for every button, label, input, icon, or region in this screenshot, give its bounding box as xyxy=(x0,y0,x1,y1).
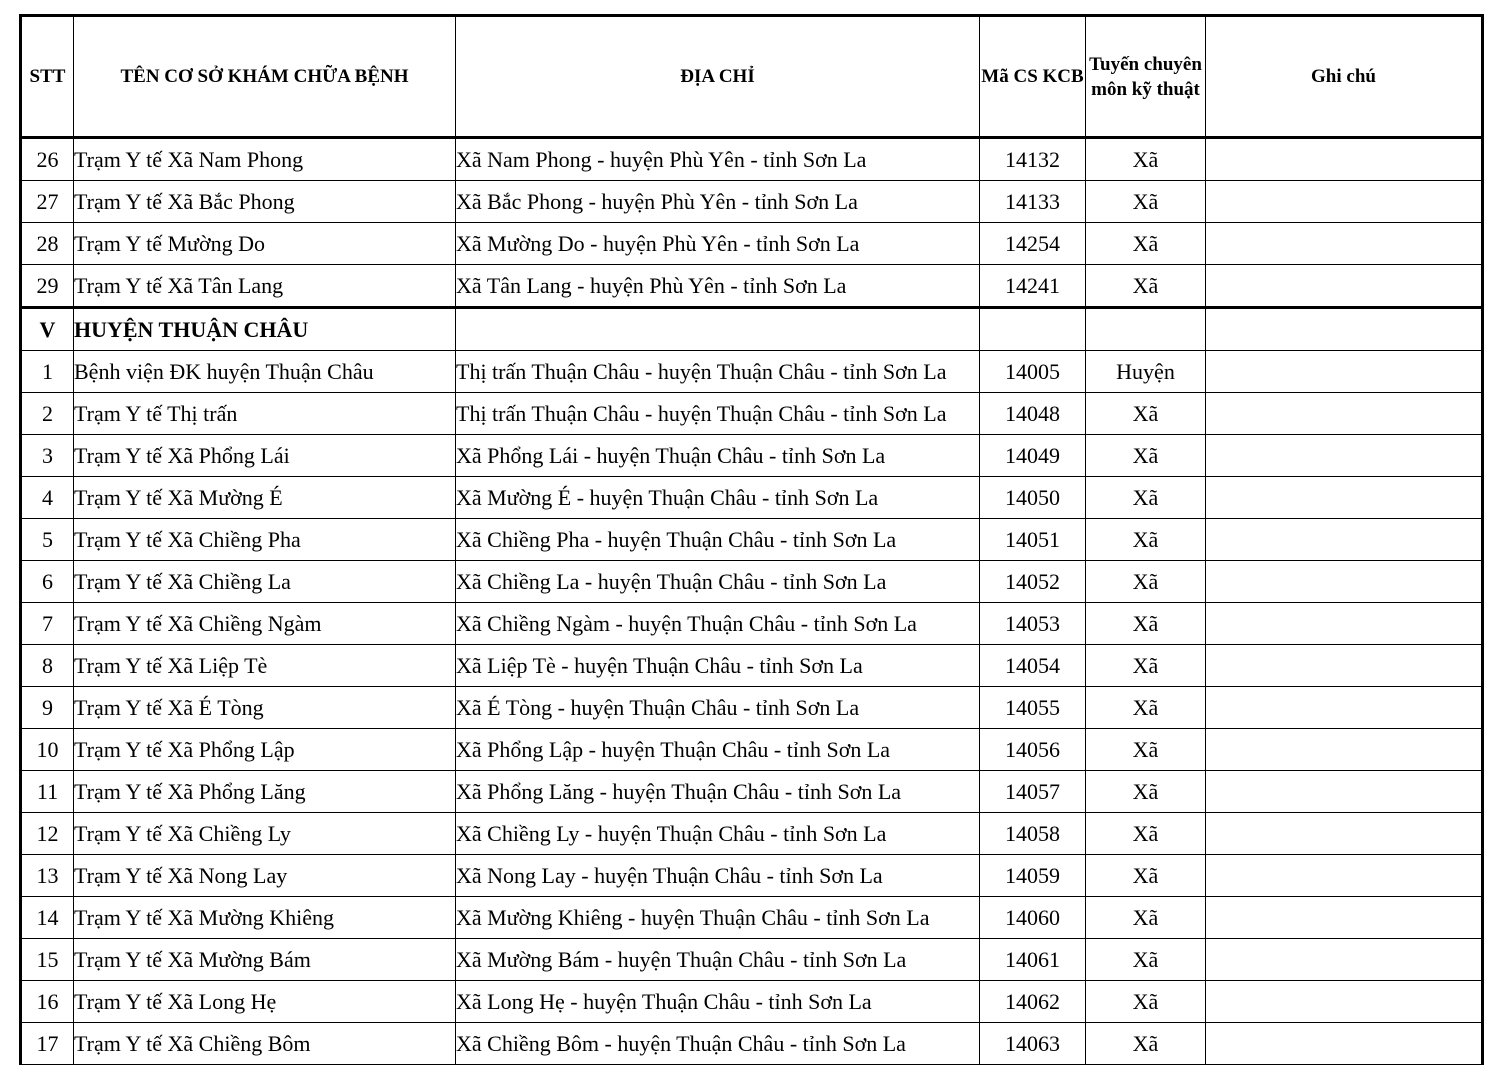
cell-note xyxy=(1206,687,1483,729)
cell-note xyxy=(1206,138,1483,181)
table-row xyxy=(21,519,1483,561)
cell-note xyxy=(1206,771,1483,813)
cell-stt: 5 xyxy=(21,519,74,561)
cell-stt: 26 xyxy=(21,138,74,181)
cell-code: 14052 xyxy=(980,561,1086,603)
cell-address: Xã É Tòng - huyện Thuận Châu - tỉnh Sơn La xyxy=(456,687,980,729)
cell-address: Xã Liệp Tè - huyện Thuận Châu - tỉnh Sơn La xyxy=(456,645,980,687)
table-row xyxy=(21,561,1483,603)
cell-stt: 27 xyxy=(21,181,74,223)
cell-address: Xã Phổng Lăng - huyện Thuận Châu - tỉnh Sơn La xyxy=(456,771,980,813)
cell-stt: 7 xyxy=(21,603,74,645)
cell-name: Trạm Y tế Xã Tân Lang xyxy=(74,265,456,308)
cell-stt: 16 xyxy=(21,981,74,1023)
cell-note xyxy=(1206,603,1483,645)
cell-level: Xã xyxy=(1086,138,1206,181)
table-row xyxy=(21,645,1483,687)
cell-name: Trạm Y tế Xã Phổng Lập xyxy=(74,729,456,771)
cell-address: Xã Nong Lay - huyện Thuận Châu - tỉnh Sơn La xyxy=(456,855,980,897)
cell-name: Trạm Y tế Xã Nam Phong xyxy=(74,138,456,181)
cell-code: 14058 xyxy=(980,813,1086,855)
cell-address: Xã Chiềng Ngàm - huyện Thuận Châu - tỉnh Sơn La xyxy=(456,603,980,645)
cell-note xyxy=(1206,519,1483,561)
cell-level: Xã xyxy=(1086,813,1206,855)
table-body-a xyxy=(21,138,1483,308)
cell-code: 14055 xyxy=(980,687,1086,729)
cell-note xyxy=(1206,393,1483,435)
cell-note xyxy=(1206,223,1483,265)
cell-name: Trạm Y tế Xã Chiềng Bôm xyxy=(74,1023,456,1065)
cell-code: 14050 xyxy=(980,477,1086,519)
cell-stt: 15 xyxy=(21,939,74,981)
cell-code: 14051 xyxy=(980,519,1086,561)
cell-code: 14062 xyxy=(980,981,1086,1023)
table-row xyxy=(21,1023,1483,1065)
section-empty-note xyxy=(1206,308,1483,351)
cell-note xyxy=(1206,477,1483,519)
table-body-b xyxy=(21,351,1483,1065)
cell-name: Trạm Y tế Xã Liệp Tè xyxy=(74,645,456,687)
cell-address: Xã Chiềng Pha - huyện Thuận Châu - tỉnh Sơn La xyxy=(456,519,980,561)
table-header xyxy=(21,16,1483,138)
cell-code: 14060 xyxy=(980,897,1086,939)
cell-stt: 2 xyxy=(21,393,74,435)
cell-level: Xã xyxy=(1086,265,1206,308)
table-row xyxy=(21,477,1483,519)
cell-name: Trạm Y tế Xã Phổng Lăng xyxy=(74,771,456,813)
cell-note xyxy=(1206,561,1483,603)
cell-note xyxy=(1206,1023,1483,1065)
cell-note xyxy=(1206,813,1483,855)
cell-level: Xã xyxy=(1086,603,1206,645)
cell-code: 14254 xyxy=(980,223,1086,265)
cell-name: Trạm Y tế Xã Chiềng Ngàm xyxy=(74,603,456,645)
section-name: HUYỆN THUẬN CHÂU xyxy=(74,308,456,351)
cell-code: 14048 xyxy=(980,393,1086,435)
cell-level: Xã xyxy=(1086,981,1206,1023)
cell-code: 14005 xyxy=(980,351,1086,393)
cell-level: Xã xyxy=(1086,729,1206,771)
table-row xyxy=(21,181,1483,223)
table-row xyxy=(21,393,1483,435)
cell-note xyxy=(1206,351,1483,393)
header-note: Ghi chú xyxy=(1206,16,1483,138)
cell-address: Xã Chiềng Ly - huyện Thuận Châu - tỉnh Sơn La xyxy=(456,813,980,855)
cell-level: Huyện xyxy=(1086,351,1206,393)
cell-code: 14053 xyxy=(980,603,1086,645)
table-row xyxy=(21,138,1483,181)
section-row xyxy=(21,308,1483,351)
cell-level: Xã xyxy=(1086,939,1206,981)
cell-address: Thị trấn Thuận Châu - huyện Thuận Châu - tỉnh Sơn La xyxy=(456,351,980,393)
header-name: TÊN CƠ SỞ KHÁM CHỮA BỆNH xyxy=(74,16,456,138)
cell-level: Xã xyxy=(1086,561,1206,603)
cell-address: Xã Mường É - huyện Thuận Châu - tỉnh Sơn La xyxy=(456,477,980,519)
cell-stt: 6 xyxy=(21,561,74,603)
cell-stt: 17 xyxy=(21,1023,74,1065)
cell-level: Xã xyxy=(1086,1023,1206,1065)
cell-code: 14059 xyxy=(980,855,1086,897)
cell-level: Xã xyxy=(1086,855,1206,897)
cell-name: Trạm Y tế Mường Do xyxy=(74,223,456,265)
facility-table xyxy=(19,14,1484,1065)
header-level: Tuyến chuyên môn kỹ thuật xyxy=(1086,16,1206,138)
section-body xyxy=(21,308,1483,351)
cell-name: Bệnh viện ĐK huyện Thuận Châu xyxy=(74,351,456,393)
cell-stt: 10 xyxy=(21,729,74,771)
cell-address: Xã Mường Khiêng - huyện Thuận Châu - tỉnh Sơn La xyxy=(456,897,980,939)
cell-code: 14056 xyxy=(980,729,1086,771)
cell-stt: 13 xyxy=(21,855,74,897)
cell-address: Xã Phổng Lập - huyện Thuận Châu - tỉnh Sơn La xyxy=(456,729,980,771)
cell-code: 14063 xyxy=(980,1023,1086,1065)
table-row xyxy=(21,981,1483,1023)
cell-address: Xã Chiềng La - huyện Thuận Châu - tỉnh Sơn La xyxy=(456,561,980,603)
cell-stt: 14 xyxy=(21,897,74,939)
cell-name: Trạm Y tế Xã Chiềng La xyxy=(74,561,456,603)
section-empty-address xyxy=(456,308,980,351)
header-address: ĐỊA CHỈ xyxy=(456,16,980,138)
cell-name: Trạm Y tế Xã Bắc Phong xyxy=(74,181,456,223)
cell-level: Xã xyxy=(1086,223,1206,265)
table-row xyxy=(21,687,1483,729)
header-row xyxy=(21,16,1483,138)
cell-stt: 4 xyxy=(21,477,74,519)
cell-address: Xã Tân Lang - huyện Phù Yên - tỉnh Sơn La xyxy=(456,265,980,308)
table-row xyxy=(21,351,1483,393)
table-row xyxy=(21,771,1483,813)
cell-name: Trạm Y tế Thị trấn xyxy=(74,393,456,435)
cell-name: Trạm Y tế Xã Mường Khiêng xyxy=(74,897,456,939)
cell-address: Xã Phổng Lái - huyện Thuận Châu - tỉnh Sơn La xyxy=(456,435,980,477)
cell-address: Xã Mường Do - huyện Phù Yên - tỉnh Sơn La xyxy=(456,223,980,265)
cell-stt: 1 xyxy=(21,351,74,393)
cell-note xyxy=(1206,855,1483,897)
cell-level: Xã xyxy=(1086,687,1206,729)
cell-address: Xã Chiềng Bôm - huyện Thuận Châu - tỉnh Sơn La xyxy=(456,1023,980,1065)
cell-name: Trạm Y tế Xã Mường É xyxy=(74,477,456,519)
cell-code: 14049 xyxy=(980,435,1086,477)
cell-name: Trạm Y tế Xã É Tòng xyxy=(74,687,456,729)
table-row xyxy=(21,939,1483,981)
cell-stt: 11 xyxy=(21,771,74,813)
cell-code: 14132 xyxy=(980,138,1086,181)
cell-code: 14133 xyxy=(980,181,1086,223)
cell-note xyxy=(1206,265,1483,308)
table-row xyxy=(21,265,1483,308)
table-row xyxy=(21,813,1483,855)
cell-level: Xã xyxy=(1086,477,1206,519)
table-row xyxy=(21,435,1483,477)
cell-code: 14241 xyxy=(980,265,1086,308)
cell-note xyxy=(1206,645,1483,687)
table-row xyxy=(21,223,1483,265)
cell-address: Thị trấn Thuận Châu - huyện Thuận Châu - tỉnh Sơn La xyxy=(456,393,980,435)
cell-stt: 12 xyxy=(21,813,74,855)
cell-level: Xã xyxy=(1086,435,1206,477)
cell-stt: 9 xyxy=(21,687,74,729)
table-row xyxy=(21,855,1483,897)
cell-name: Trạm Y tế Xã Phổng Lái xyxy=(74,435,456,477)
cell-note xyxy=(1206,729,1483,771)
cell-code: 14057 xyxy=(980,771,1086,813)
cell-code: 14061 xyxy=(980,939,1086,981)
section-empty-level xyxy=(1086,308,1206,351)
cell-name: Trạm Y tế Xã Mường Bám xyxy=(74,939,456,981)
cell-note xyxy=(1206,435,1483,477)
header-stt: STT xyxy=(21,16,74,138)
cell-address: Xã Nam Phong - huyện Phù Yên - tỉnh Sơn La xyxy=(456,138,980,181)
cell-name: Trạm Y tế Xã Chiềng Pha xyxy=(74,519,456,561)
cell-stt: 29 xyxy=(21,265,74,308)
cell-stt: 28 xyxy=(21,223,74,265)
cell-level: Xã xyxy=(1086,519,1206,561)
cell-level: Xã xyxy=(1086,645,1206,687)
cell-code: 14054 xyxy=(980,645,1086,687)
cell-note xyxy=(1206,939,1483,981)
table-row xyxy=(21,897,1483,939)
cell-address: Xã Bắc Phong - huyện Phù Yên - tỉnh Sơn La xyxy=(456,181,980,223)
cell-level: Xã xyxy=(1086,897,1206,939)
cell-name: Trạm Y tế Xã Chiềng Ly xyxy=(74,813,456,855)
cell-level: Xã xyxy=(1086,771,1206,813)
cell-name: Trạm Y tế Xã Long Hẹ xyxy=(74,981,456,1023)
cell-stt: 8 xyxy=(21,645,74,687)
table-row xyxy=(21,729,1483,771)
cell-level: Xã xyxy=(1086,393,1206,435)
cell-stt: 3 xyxy=(21,435,74,477)
cell-address: Xã Long Hẹ - huyện Thuận Châu - tỉnh Sơn La xyxy=(456,981,980,1023)
cell-note xyxy=(1206,981,1483,1023)
cell-level: Xã xyxy=(1086,181,1206,223)
cell-name: Trạm Y tế Xã Nong Lay xyxy=(74,855,456,897)
table-row xyxy=(21,603,1483,645)
section-empty-code xyxy=(980,308,1086,351)
cell-note xyxy=(1206,897,1483,939)
header-code: Mã CS KCB xyxy=(980,16,1086,138)
cell-address: Xã Mường Bám - huyện Thuận Châu - tỉnh Sơn La xyxy=(456,939,980,981)
section-stt: V xyxy=(21,308,74,351)
cell-note xyxy=(1206,181,1483,223)
